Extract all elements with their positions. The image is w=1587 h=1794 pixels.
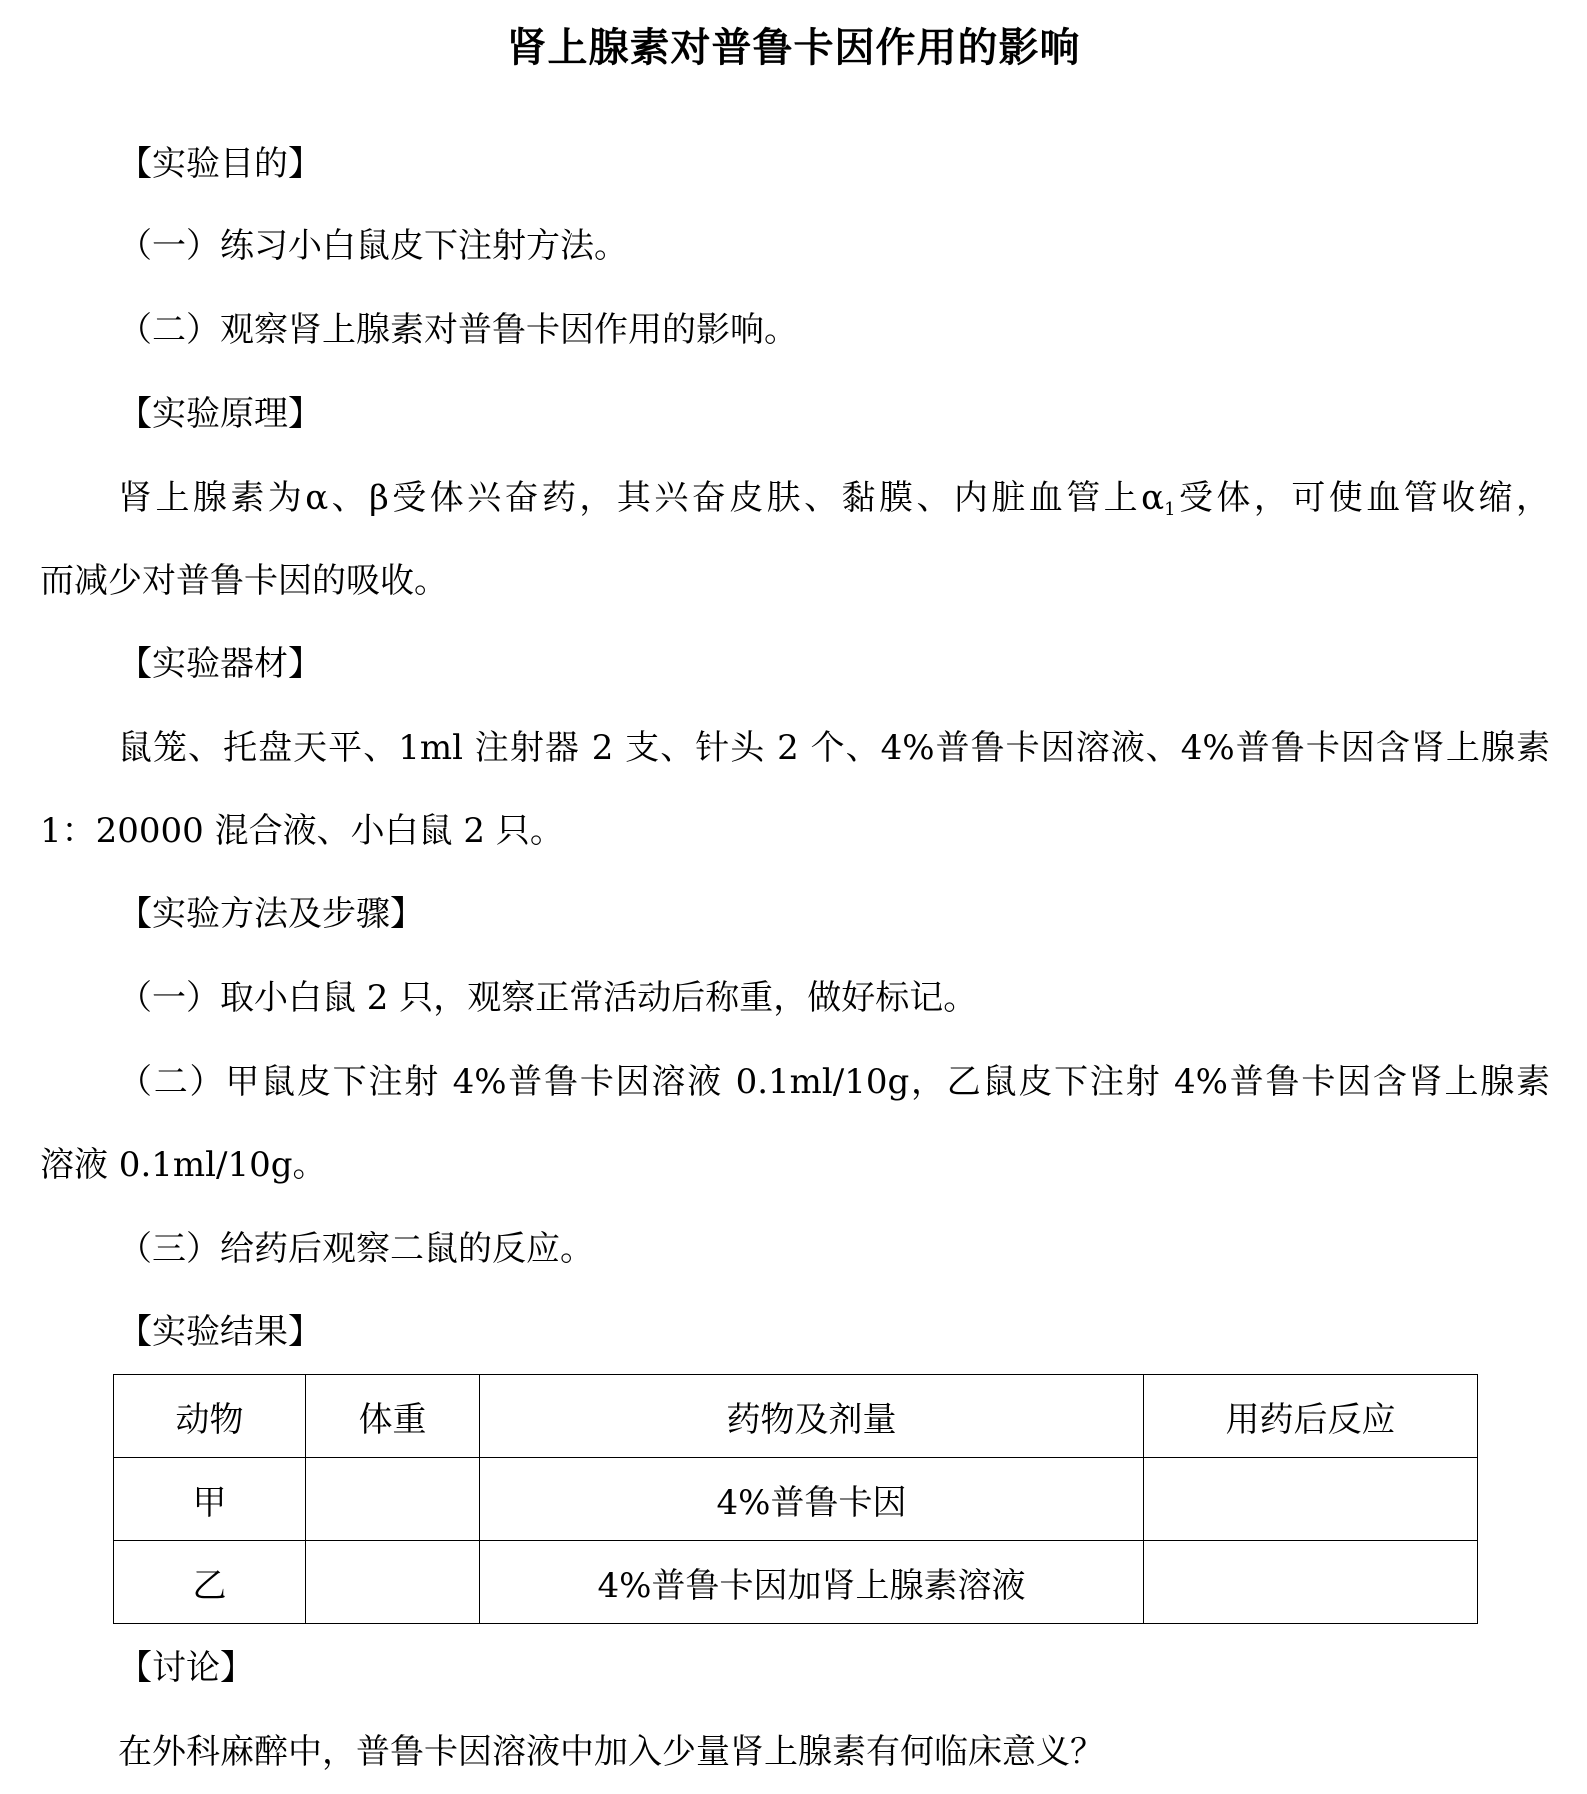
purpose-item-2: （二）观察肾上腺素对普鲁卡因作用的影响。 [118,310,798,350]
table-header-row [114,1375,1478,1458]
results-heading: 【实验结果】 [118,1312,322,1352]
header-animal: 动物 [114,1375,306,1458]
principle-line-1 [118,474,1550,534]
header-drug-dose: 药物及剂量 [480,1375,1144,1458]
principle-heading: 【实验原理】 [118,394,322,434]
cell-reaction[interactable] [1144,1541,1478,1624]
materials-line-1: 鼠笼、托盘天平、1ml 注射器 2 支、针头 2 个、4%普鲁卡因溶液、4%普鲁卡因含肾上腺素 [118,728,1550,768]
discussion-question: 在外科麻醉中，普鲁卡因溶液中加入少量肾上腺素有何临床意义？ [118,1732,1104,1772]
cell-reaction[interactable] [1144,1458,1478,1541]
cell-drug-dose: 4%普鲁卡因加肾上腺素溶液 [480,1541,1144,1624]
cell-animal: 乙 [114,1541,306,1624]
alpha-subscript: 1 [1164,499,1176,520]
principle-line-2: 而减少对普鲁卡因的吸收。 [40,561,448,601]
cell-weight[interactable] [306,1458,480,1541]
materials-line-2: 1：20000 混合液、小白鼠 2 只。 [40,811,564,851]
cell-animal: 甲 [114,1458,306,1541]
methods-heading: 【实验方法及步骤】 [118,894,424,934]
header-weight: 体重 [306,1375,480,1458]
discussion-heading: 【讨论】 [118,1648,254,1688]
purpose-item-1: （一）练习小白鼠皮下注射方法。 [118,226,628,266]
table-row [114,1541,1478,1624]
materials-heading: 【实验器材】 [118,644,322,684]
method-step-3: （三）给药后观察二鼠的反应。 [118,1229,594,1269]
method-step-2-line-1: （二）甲鼠皮下注射 4%普鲁卡因溶液 0.1ml/10g，乙鼠皮下注射 4%普鲁卡因含肾上腺素 [118,1062,1550,1102]
method-step-1: （一）取小白鼠 2 只，观察正常活动后称重，做好标记。 [118,978,978,1018]
purpose-heading: 【实验目的】 [118,144,322,184]
method-step-2-line-2: 溶液 0.1ml/10g。 [40,1145,327,1185]
table-row [114,1458,1478,1541]
cell-drug-dose: 4%普鲁卡因 [480,1458,1144,1541]
results-table [113,1374,1478,1624]
cell-weight[interactable] [306,1541,480,1624]
page-title: 肾上腺素对普鲁卡因作用的影响 [506,25,1081,71]
principle-line-1-start: 肾上腺素为α、β受体兴奋药，其兴奋皮肤、黏膜、内脏血管上α [118,478,1165,518]
header-reaction: 用药后反应 [1144,1375,1478,1458]
principle-line-1-end: 受体，可使血管收缩， [1175,478,1550,518]
